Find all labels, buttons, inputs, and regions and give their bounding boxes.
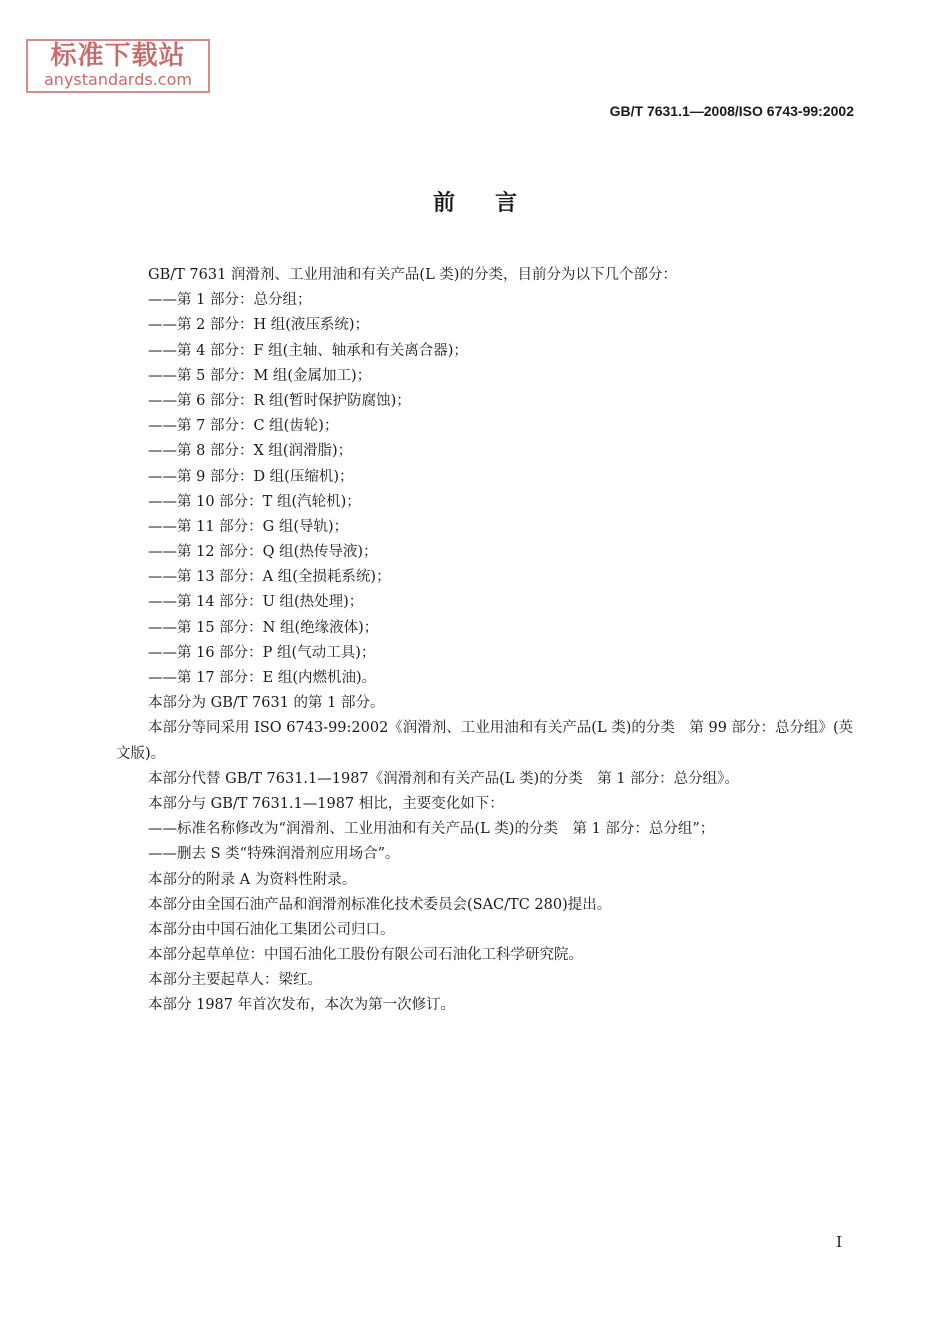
part-item: ——第 15 部分：N 组(绝缘液体)； [148, 619, 379, 636]
change-item: ——删去 S 类“特殊润滑剂应用场合”。 [148, 846, 400, 863]
change-item: ——标准名称修改为“润滑剂、工业用油和有关产品(L 类)的分类 第 1 部分：总分组”； [148, 821, 715, 838]
paragraph: 本部分为 GB/T 7631 的第 1 部分。 [148, 695, 385, 712]
standard-code: GB/T 7631.1—2008/ISO 6743-99:2002 [609, 103, 854, 119]
paragraph: 本部分等同采用 ISO 6743-99:2002《润滑剂、工业用油和有关产品(L 类)的分类 第 99 部分：总分组》(英文版)。 [116, 720, 854, 762]
part-item: ——第 4 部分：F 组(主轴、轴承和有关离合器)； [148, 342, 468, 359]
paragraph: 本部分由中国石油化工集团公司归口。 [148, 921, 395, 938]
paragraph: 本部分主要起草人：梁红。 [148, 972, 322, 989]
watermark-en: anystandards.com [44, 70, 192, 89]
part-item: ——第 11 部分：G 组(导轨)； [148, 518, 349, 535]
page-number: I [836, 1233, 842, 1251]
paragraph: 本部分与 GB/T 7631.1—1987 相比，主要变化如下： [148, 795, 504, 812]
part-item: ——第 16 部分：P 组(气动工具)； [148, 644, 376, 661]
part-item: ——第 17 部分：E 组(内燃机油)。 [148, 670, 377, 686]
watermark-cn: 标准下载站 [50, 41, 186, 71]
intro-paragraph: GB/T 7631 润滑剂、工业用油和有关产品(L 类)的分类，目前分为以下几个部分： [148, 267, 677, 283]
paragraph: 本部分 1987 年首次发布，本次为第一次修订。 [148, 997, 456, 1014]
document-body [116, 263, 856, 1019]
part-item: ——第 2 部分：H 组(液压系统)； [148, 317, 370, 334]
part-item: ——第 1 部分：总分组； [148, 292, 312, 309]
part-item: ——第 12 部分：Q 组(热传导液)； [148, 544, 378, 561]
paragraph: 本部分的附录 A 为资料性附录。 [148, 871, 357, 888]
page-title: 前言 [432, 191, 557, 216]
part-item: ——第 5 部分：M 组(金属加工)； [148, 367, 372, 384]
part-item: ——第 13 部分：A 组(全损耗系统)； [148, 569, 391, 586]
part-item: ——第 10 部分：T 组(汽轮机)； [148, 493, 361, 510]
part-item: ——第 14 部分：U 组(热处理)； [148, 594, 364, 611]
part-item: ——第 8 部分：X 组(润滑脂)； [148, 443, 353, 460]
watermark-stamp [26, 39, 210, 93]
paragraph: 本部分由全国石油产品和润滑剂标准化技术委员会(SAC/TC 280)提出。 [148, 896, 612, 913]
part-item: ——第 9 部分：D 组(压缩机)； [148, 468, 354, 485]
paragraph: 本部分起草单位：中国石油化工股份有限公司石油化工科学研究院。 [148, 947, 583, 964]
part-item: ——第 7 部分：C 组(齿轮)； [148, 418, 339, 435]
paragraph: 本部分代替 GB/T 7631.1—1987《润滑剂和有关产品(L 类)的分类 第 1 部分：总分组》。 [148, 770, 739, 787]
part-item: ——第 6 部分：R 组(暂时保护防腐蚀)； [148, 392, 411, 409]
